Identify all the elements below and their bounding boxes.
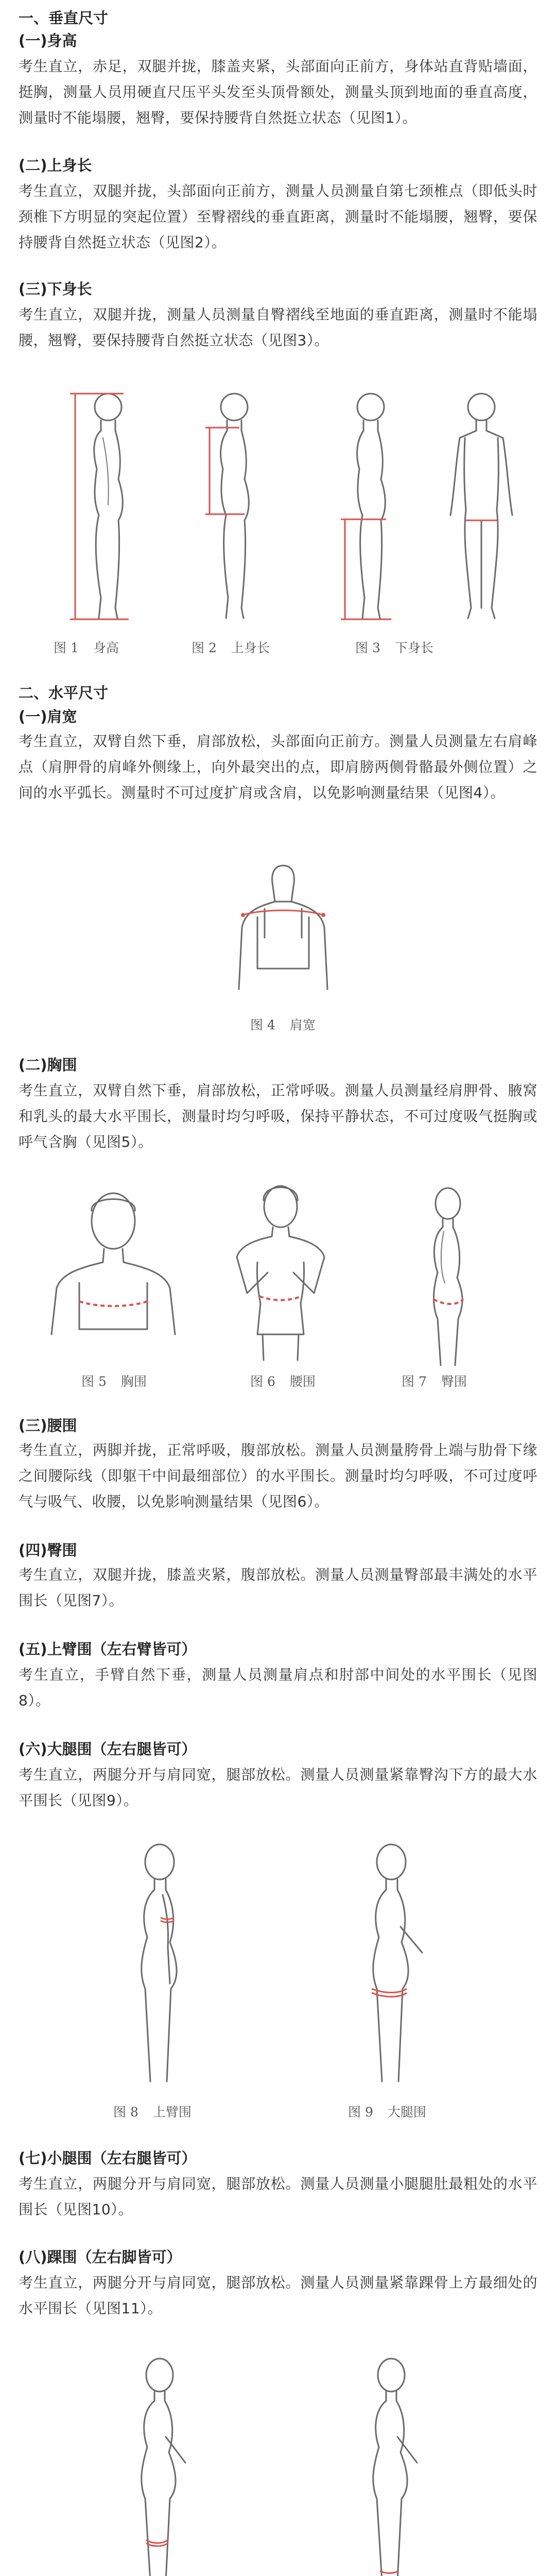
paragraph-height: 考生直立，赤足，双腿并拢，膝盖夹紧，头部面向正前方，身体站直背贴墙面，挺胸，测量人员用硬直尺压平头发至头顶骨额处，测量头顶到地面的垂直高度，测量时不能塌腰，翘臀，要保持腰背自然挺立状态（见图1）。 [19, 58, 537, 126]
caption-figure-4: 图 4 肩宽 [250, 1018, 316, 1032]
caption-figure-2: 图 2 上身长 [192, 640, 270, 655]
caption-figure-3: 图 3 下身长 [355, 640, 433, 655]
caption-figure-5: 图 5 胸围 [81, 1374, 147, 1389]
figure-1-height-illustration [51, 381, 154, 629]
paragraph-calf: 考生直立，两腿分开与肩同宽，腿部放松。测量人员测量小腿腿肚最粗处的水平围长（见图10）。 [19, 2175, 537, 2218]
subsection-title-height: (一)身高 [19, 32, 77, 49]
paragraph-waist: 考生直立，两脚并拢，正常呼吸，腹部放松。测量人员测量胯骨上端与肋骨下缘之间腰际线（即躯干中间最细部位）的水平围长。测量时均匀呼吸，不可过度呼气与吸气、收腰，以免影响测量结果（见图6）。 [19, 1442, 537, 1510]
caption-figure-8: 图 8 上臂围 [113, 2105, 192, 2120]
paragraph-chest: 考生直立，双臂自然下垂，肩部放松，正常呼吸。测量人员测量经肩胛骨、腋窝和乳头的最大水平围长，测量时均匀呼吸，保持平静状态，不可过度吸气挺胸或呼气含胸（见图5）。 [19, 1082, 537, 1150]
figure-5-chest-illustration [36, 1185, 190, 1340]
figure-8-upper-arm-illustration [103, 1834, 206, 2092]
figure-10-calf-illustration [103, 2349, 206, 2576]
figure-7-hip-illustration [407, 1180, 489, 1370]
subsection-title-lower-body: (三)下身长 [19, 280, 92, 298]
caption-figure-7: 图 7 臀围 [402, 1374, 467, 1389]
paragraph-upper-body: 考生直立，双腿并拢，头部面向正前方，测量人员测量自第七颈椎点（即低头时颈椎下方明显的突起位置）至臀褶线的垂直距离，测量时不能塌腰，翘臀，要保持腰背自然挺立状态（见图2）。 [19, 182, 537, 251]
paragraph-shoulder: 考生直立，双臂自然下垂，肩部放松，头部面向正前方。测量人员测量左右肩峰点（肩胛骨的肩峰外侧缘上，向外最突出的点，即肩膀两侧骨骼最外侧位置）之间的水平弧长。测量时不可过度扩肩或含肩，以免影响测量结果（见图4）。 [19, 733, 537, 801]
figure-4-shoulder-illustration [221, 855, 345, 999]
subsection-title-thigh: (六)大腿围（左右腿皆可） [19, 1740, 197, 1758]
subsection-title-upper-arm: (五)上臂围（左右臂皆可） [19, 1640, 197, 1658]
figure-11-ankle-illustration [335, 2349, 438, 2576]
figure-back-view-illustration [430, 381, 533, 629]
subsection-title-hip: (四)臀围 [19, 1541, 77, 1559]
subsection-title-calf: (七)小腿围（左右腿皆可） [19, 2149, 197, 2167]
caption-figure-9: 图 9 大腿围 [348, 2105, 426, 2120]
figure-2-upper-body-illustration [183, 381, 286, 629]
paragraph-hip: 考生直立，双腿并拢，膝盖夹紧，腹部放松。测量人员测量臀部最丰满处的水平围长（见图7）。 [19, 1566, 537, 1609]
figure-6-waist-illustration [221, 1180, 340, 1365]
figure-3-lower-body-illustration [314, 381, 417, 629]
subsection-title-upper-body: (二)上身长 [19, 157, 92, 174]
paragraph-lower-body: 考生直立，双腿并拢，测量人员测量自臀褶线至地面的垂直距离，测量时不能塌腰，翘臀，要保持腰背自然挺立状态（见图3）。 [19, 306, 537, 349]
paragraph-upper-arm: 考生直立，手臂自然下垂，测量人员测量肩点和肘部中间处的水平围长（见图8）。 [19, 1666, 537, 1709]
paragraph-thigh: 考生直立，两腿分开与肩同宽，腿部放松。测量人员测量紧靠臀沟下方的最大水平围长（见图9）。 [19, 1766, 537, 1809]
section-title-vertical: 一、垂直尺寸 [19, 9, 109, 27]
subsection-title-waist: (三)腰围 [19, 1417, 77, 1434]
caption-figure-6: 图 6 腰围 [250, 1374, 316, 1389]
paragraph-ankle: 考生直立，两腿分开与肩同宽，腿部放松。测量人员测量紧靠踝骨上方最细处的水平围长（见图11）。 [19, 2274, 537, 2317]
subsection-title-ankle: (八)踝围（左右脚皆可） [19, 2248, 182, 2266]
subsection-title-chest: (二)胸围 [19, 1056, 77, 1074]
caption-figure-1: 图 1 身高 [54, 640, 119, 655]
section-title-horizontal: 二、水平尺寸 [19, 684, 109, 702]
subsection-title-shoulder: (一)肩宽 [19, 708, 77, 725]
figure-9-thigh-illustration [335, 1834, 438, 2092]
